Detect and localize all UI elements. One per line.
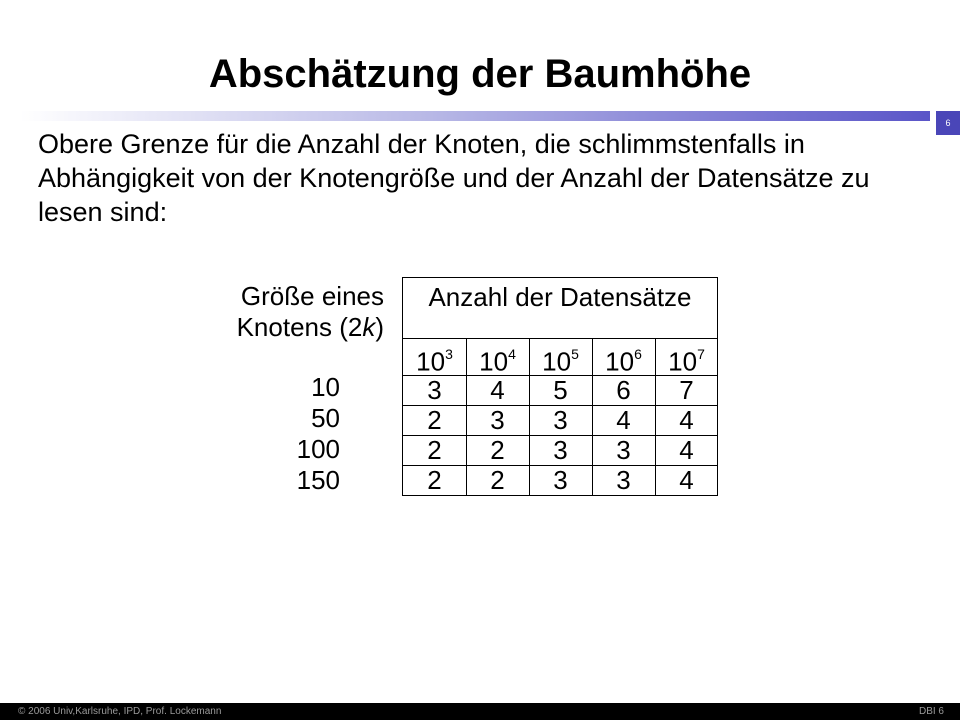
table-cell: 2: [490, 465, 505, 495]
row-label: 50: [311, 403, 340, 433]
column-group-header: Anzahl der Datensätze: [428, 282, 692, 312]
table-cell: 3: [490, 405, 505, 435]
table-cell: 2: [490, 435, 505, 465]
column-header: $10^4$: [479, 346, 516, 377]
body-text: Obere Grenze für die Anzahl der Knoten, die schlimmstenfalls in Abhängigkeit von der Knotengröße und der Anzahl der Datensätze zu lesen sind:: [38, 129, 870, 227]
row-header-line-2: Knotens (2k): [236, 312, 384, 342]
row-header-line-1: Größe eines: [240, 281, 384, 311]
footer-page-label: DBI 6: [918, 706, 944, 717]
table-cell: 2: [427, 405, 442, 435]
row-labels: [240, 372, 340, 496]
row-label: 10: [311, 372, 340, 402]
table-cell: 3: [553, 435, 568, 465]
table-cell: 3: [553, 405, 568, 435]
column-header: $10^3$: [416, 346, 453, 377]
title-underline-rule: [20, 111, 930, 121]
column-header: $10^7$: [668, 346, 705, 377]
footer-bar: [0, 703, 960, 720]
table-cell: 7: [679, 375, 694, 405]
data-table: [402, 277, 718, 496]
footer-copyright: © 2006 Univ,Karlsruhe, IPD, Prof. Lockemann: [18, 706, 222, 717]
row-header-label: [200, 281, 384, 343]
page-number-badge: 6: [936, 111, 960, 135]
table-cell: 3: [616, 465, 631, 495]
table-grid: [403, 338, 717, 495]
table-cell: 2: [427, 435, 442, 465]
column-header: $10^6$: [605, 346, 642, 377]
table-cell: 4: [616, 405, 631, 435]
table-cell: 4: [490, 375, 505, 405]
table-cell: 3: [616, 435, 631, 465]
table-cell: 2: [427, 465, 442, 495]
table-cell: 4: [679, 405, 694, 435]
table-cell: 4: [679, 465, 694, 495]
row-label: 100: [296, 434, 340, 464]
table-cell: 4: [679, 435, 694, 465]
slide-title: Abschätzung der Baumhöhe: [208, 52, 752, 96]
row-label: 150: [296, 465, 340, 495]
table-cell: 6: [616, 375, 631, 405]
column-header: $10^5$: [542, 346, 579, 377]
table-cell: 3: [427, 375, 442, 405]
table-cell: 3: [553, 465, 568, 495]
grid-line: [403, 338, 717, 339]
table-cell: 5: [553, 375, 568, 405]
